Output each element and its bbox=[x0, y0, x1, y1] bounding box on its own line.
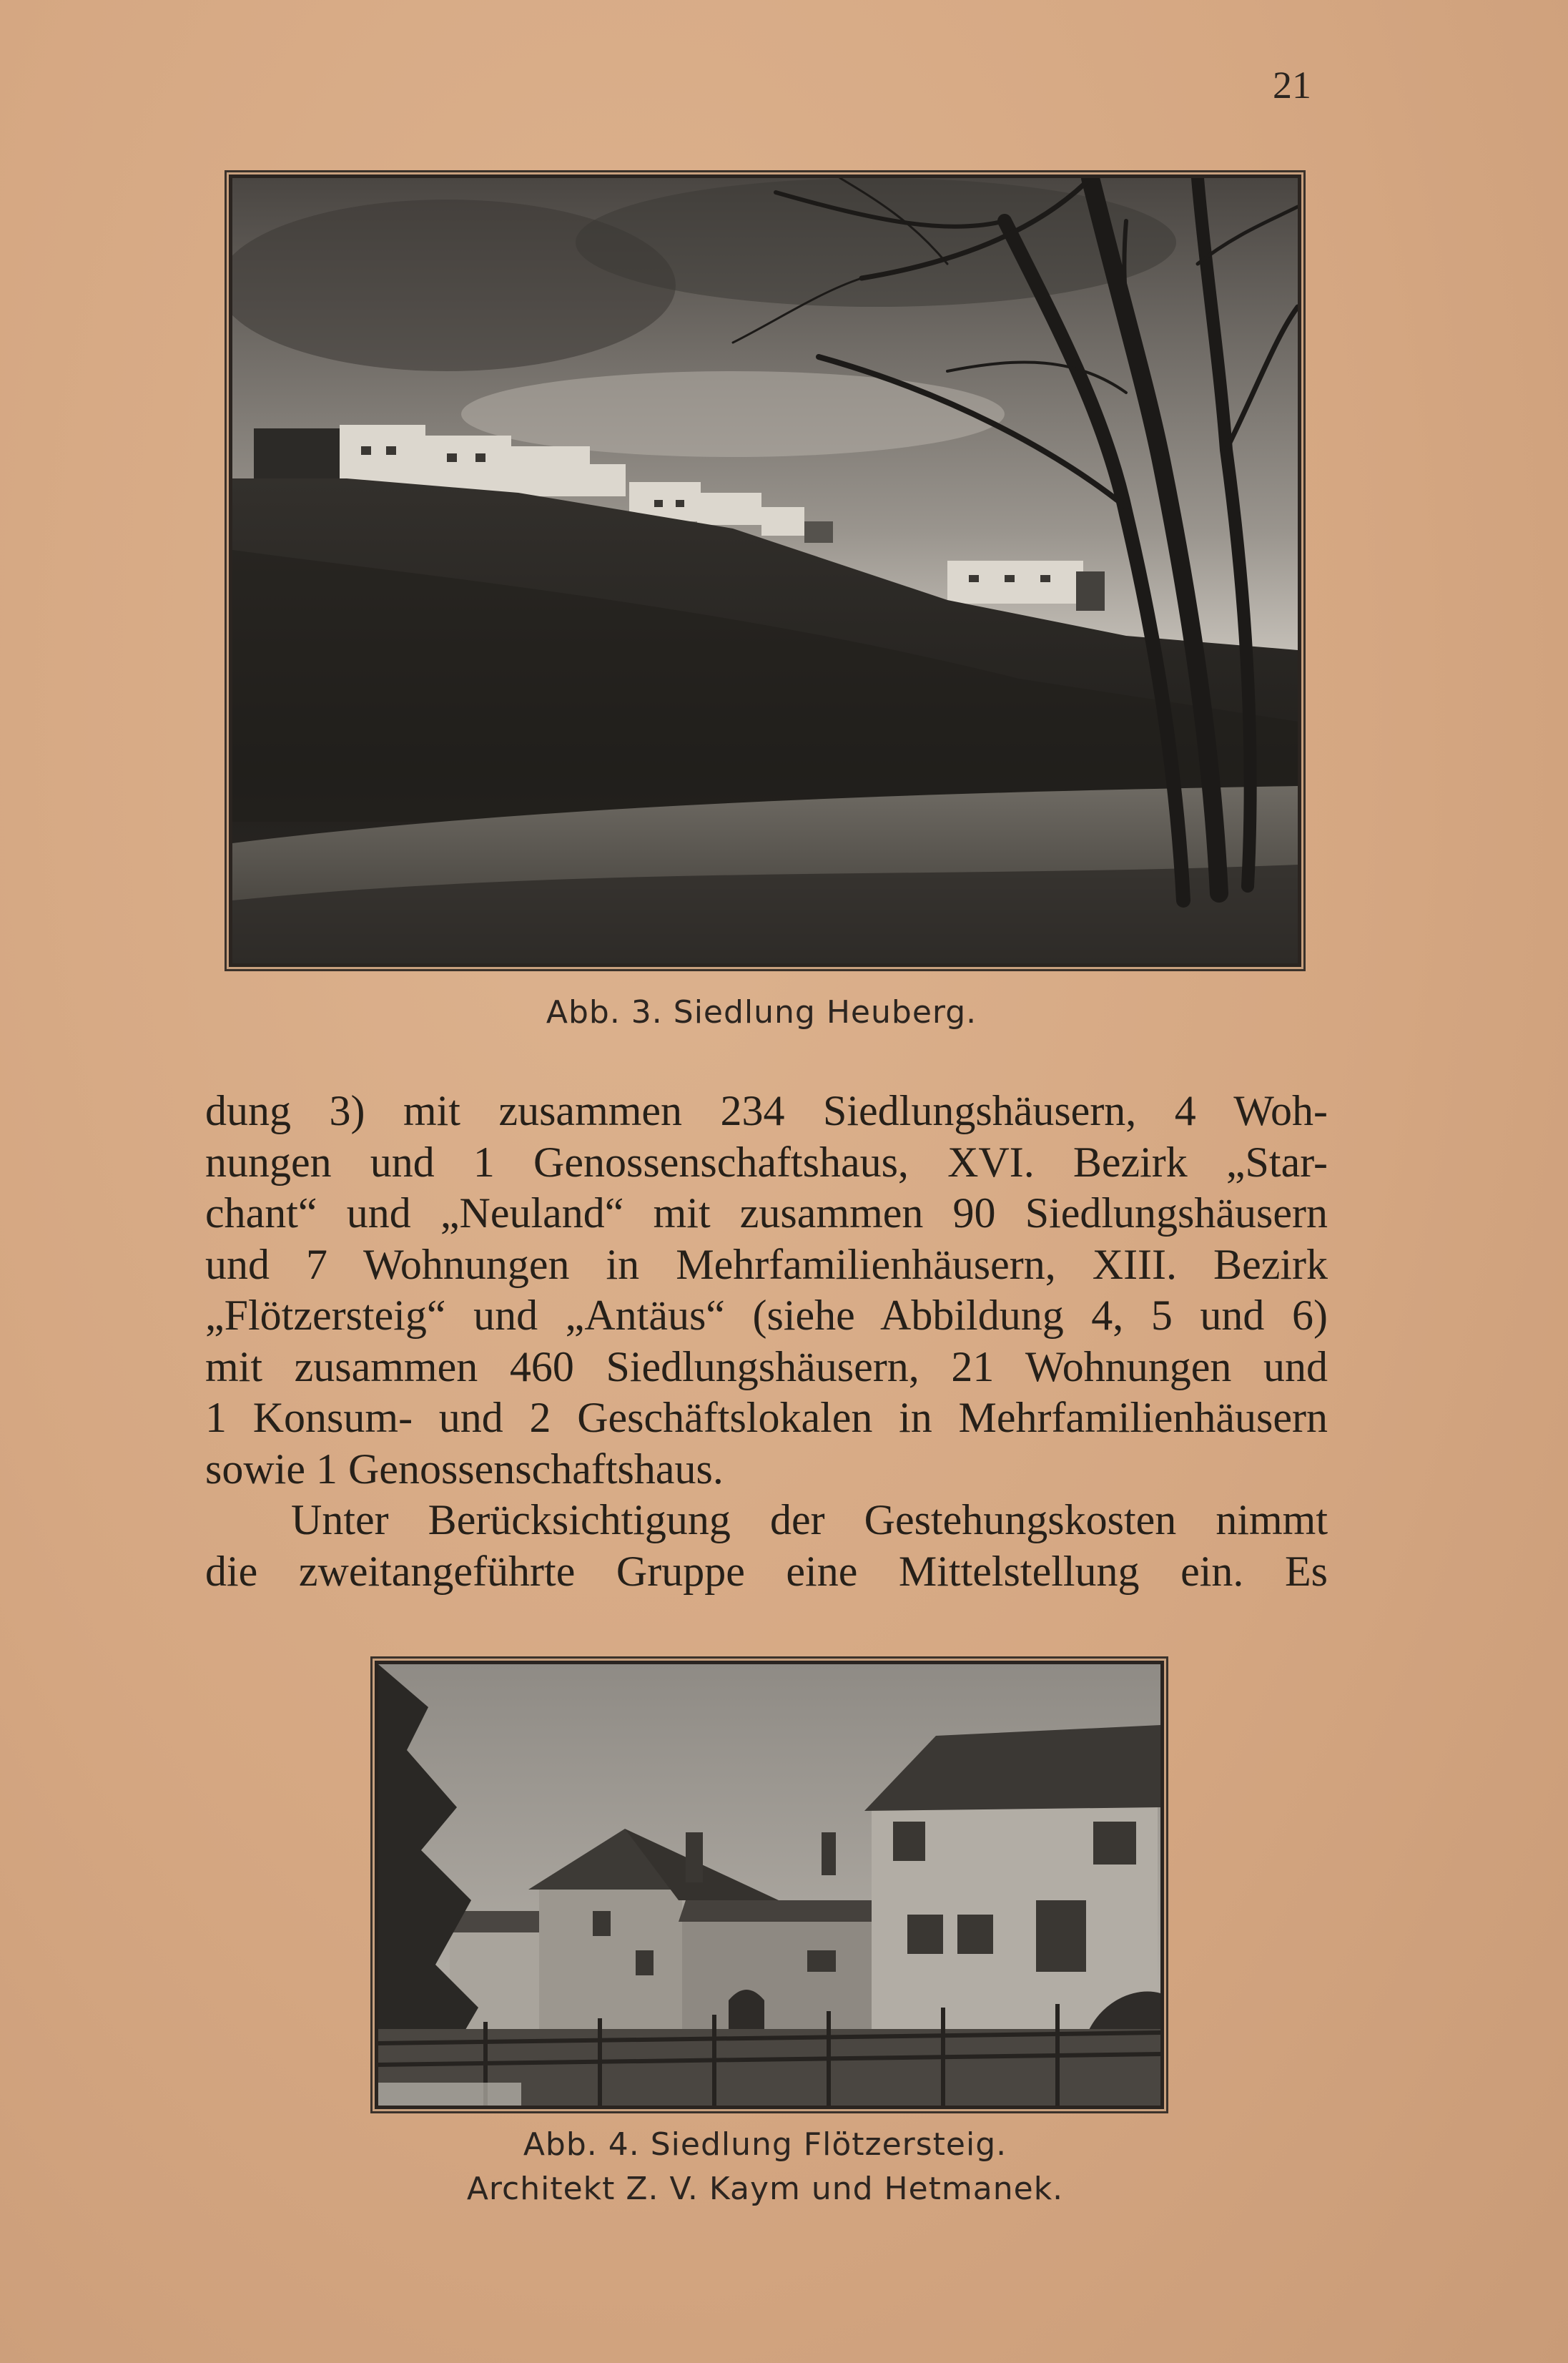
text-line: „Flötzersteig“ und „Antäus“ (siehe Abbildung 4, 5 und 6) bbox=[205, 1292, 1328, 1339]
houses-photo-icon bbox=[378, 1664, 1160, 2106]
figure-floetzersteig-photo bbox=[375, 1661, 1164, 2109]
caption-line-title: Abb. 4. Siedlung Flötzersteig. bbox=[523, 2126, 1007, 2163]
text-line: sowie 1 Genossenschaftshaus. bbox=[205, 1445, 724, 1493]
text-line: und 7 Wohnungen in Mehrfamilienhäusern, XIII. Bezirk bbox=[205, 1240, 1328, 1288]
text-line: nungen und 1 Genossenschaftshaus, XVI. Bezirk „Star- bbox=[205, 1138, 1328, 1186]
figure-heuberg-caption: Abb. 3. Siedlung Heuberg. bbox=[546, 994, 977, 1031]
text-line: mit zusammen 460 Siedlungshäusern, 21 Wohnungen und bbox=[205, 1342, 1328, 1390]
landscape-photo-icon bbox=[232, 178, 1298, 963]
body-paragraph bbox=[205, 1086, 1328, 1597]
page-number: 21 bbox=[1273, 64, 1311, 107]
text-line: 1 Konsum- und 2 Geschäftslokalen in Mehrfamilienhäusern bbox=[205, 1394, 1328, 1441]
text-line: Unter Berücksichtigung der Gestehungskosten nimmt bbox=[291, 1496, 1328, 1543]
text-line: chant“ und „Neuland“ mit zusammen 90 Siedlungshäusern bbox=[205, 1189, 1328, 1237]
caption-line-architect: Architekt Z. V. Kaym und Hetmanek. bbox=[466, 2171, 1064, 2207]
text-line: die zweitangeführte Gruppe eine Mittelstellung ein. Es bbox=[205, 1547, 1328, 1595]
text-line: dung 3) mit zusammen 234 Siedlungshäusern, 4 Woh- bbox=[205, 1087, 1328, 1134]
figure-heuberg-photo bbox=[229, 175, 1301, 967]
figure-floetzersteig-caption bbox=[300, 2123, 1230, 2211]
